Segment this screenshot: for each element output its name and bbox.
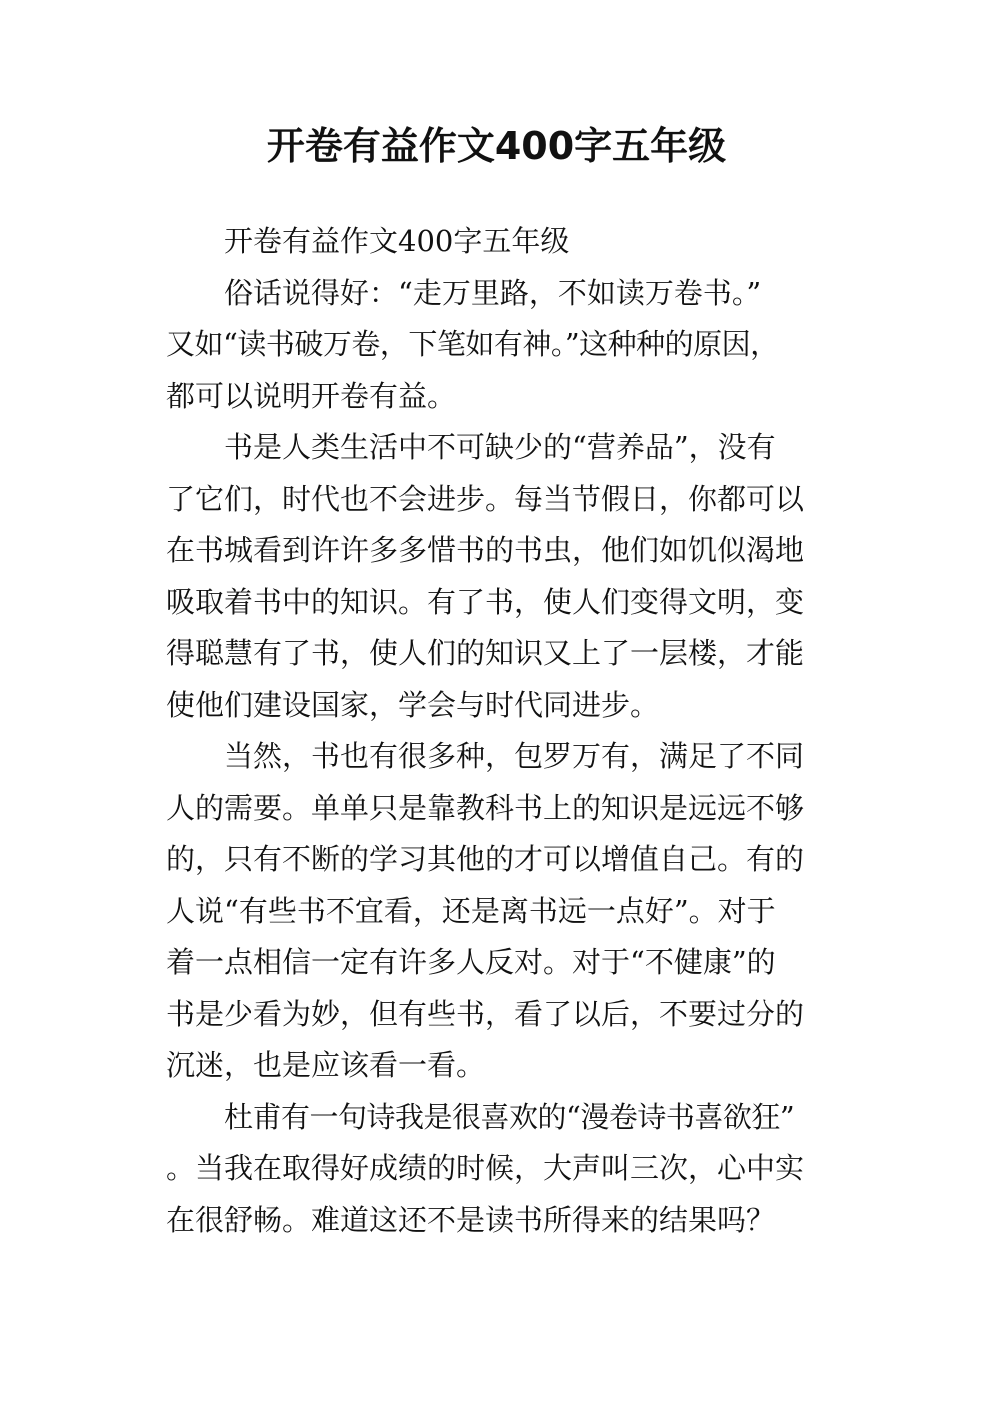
paragraph-1-line-1: 俗话说得好：“走万里路，不如读万卷书。” [224,275,762,310]
paragraph-2-line-5: 得聪慧有了书，使人们的知识又上了一层楼，才能 [166,636,805,670]
paragraph-2-line-6: 使他们建设国家，学会与时代同进步。 [166,687,660,722]
paragraph-2-line-1: 书是人类生活中不可缺少的“营养品”，没有 [224,430,776,464]
paragraph-3-line-4: 人说“有些书不宜看，还是离书远一点好”。对于 [166,893,776,928]
subtitle-line: 开卷有益作文400字五年级 [224,224,570,258]
paragraph-4-line-3: 在很舒畅。难道这还不是读书所得来的结果吗？ [166,1202,776,1237]
paragraph-2-line-4: 吸取着书中的知识。有了书，使人们变得文明，变 [166,584,805,619]
paragraph-2-line-3: 在书城看到许许多多惜书的书虫，他们如饥似渴地 [166,533,805,567]
paragraph-3-line-2: 人的需要。单单只是靠教科书上的知识是远远不够 [166,790,805,825]
paragraph-1-line-2: 又如“读书破万卷，下笔如有神。”这种种的原因， [166,327,779,361]
paragraph-3-line-7: 沉迷，也是应该看一看。 [166,1048,486,1082]
page-title: 开卷有益作文400字五年级 [266,124,727,168]
document-body [166,216,836,1246]
paragraph-3-line-5: 着一点相信一定有许多人反对。对于“不健康”的 [166,945,776,979]
paragraph-3-line-6: 书是少看为妙，但有些书，看了以后，不要过分的 [166,996,805,1031]
paragraph-1-line-3: 都可以说明开卷有益。 [166,378,457,413]
paragraph-3-line-3: 的，只有不断的学习其他的才可以增值自己。有的 [166,842,805,876]
paragraph-4-line-2: 。当我在取得好成绩的时候，大声叫三次，心中实 [166,1151,805,1185]
paragraph-4-line-1: 杜甫有一句诗我是很喜欢的“漫卷诗书喜欲狂” [224,1099,795,1134]
paragraph-2-line-2: 了它们，时代也不会进步。每当节假日，你都可以 [166,481,805,516]
paragraph-3-line-1: 当然，书也有很多种，包罗万有，满足了不同 [224,739,805,773]
